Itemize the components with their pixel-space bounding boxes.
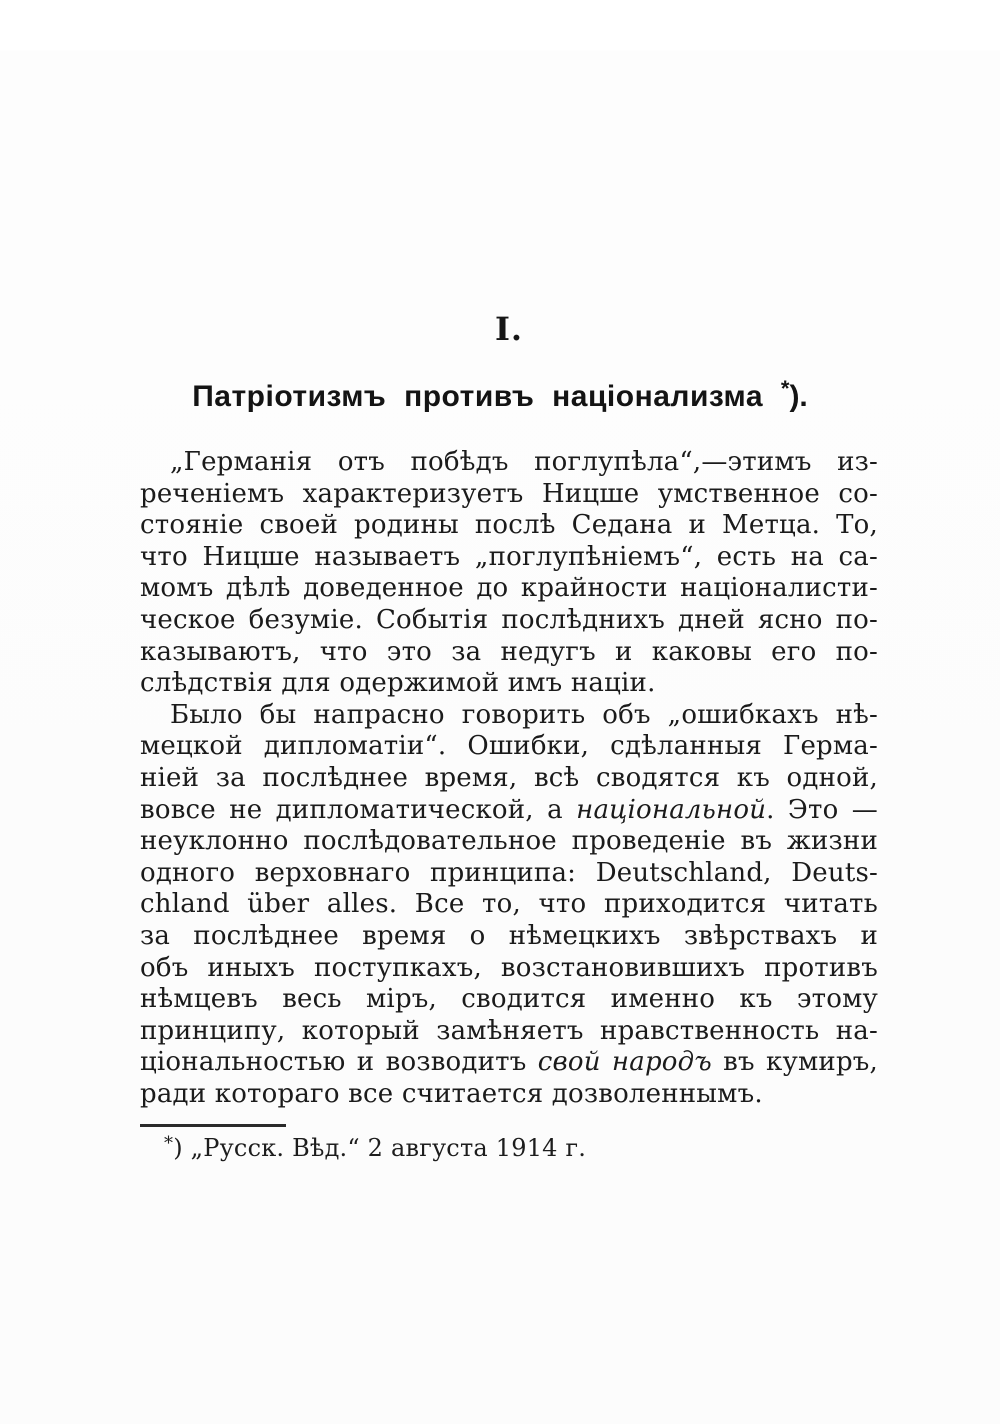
emphasized-text: свой народъ <box>537 1047 712 1078</box>
text-line <box>140 763 878 795</box>
text-run: нѣмцевъ весь міръ, сводится именно къ этому <box>140 984 878 1015</box>
text-line <box>140 605 878 637</box>
body-text <box>140 447 878 1110</box>
text-line <box>140 858 878 890</box>
title-footnote-marker: * <box>780 376 790 401</box>
text-run: одного верховнаго принципа: Deutschland, Deuts- <box>140 857 878 888</box>
text-line <box>140 795 878 827</box>
footnote-marker: * <box>164 1133 174 1154</box>
footnote-marker-rest: ) <box>173 1134 183 1162</box>
text-line <box>140 479 878 511</box>
text-line <box>140 1079 878 1111</box>
section-number: I. <box>494 310 524 348</box>
text-line <box>140 731 878 763</box>
emphasized-text: національной <box>576 794 767 825</box>
text-run: . Это — <box>766 794 878 825</box>
text-line <box>140 447 878 479</box>
text-line <box>140 826 878 858</box>
text-run: за послѣднее время о нѣмецкихъ звѣрствахъ и <box>140 920 878 951</box>
text-run: принципу, который замѣняетъ нравственность на- <box>140 1015 878 1046</box>
text-run: неуклонно послѣдовательное проведеніе въ жизни <box>140 826 878 857</box>
text-line <box>140 921 878 953</box>
text-run: ніей за послѣднее время, всѣ сводятся къ одной, <box>140 762 878 793</box>
text-run: казываютъ, что это за недугъ и каковы его по- <box>140 636 878 667</box>
text-run: реченіемъ характеризуетъ Ницше умственное со- <box>140 478 878 509</box>
text-line <box>140 637 878 669</box>
text-line <box>140 1016 878 1048</box>
text-run: chland über alles. Все то, что приходится читать <box>140 889 878 920</box>
text-run: ради котораго все считается дозволеннымъ. <box>140 1078 763 1109</box>
text-line <box>140 953 878 985</box>
text-run: слѣдствія для одержимой имъ націи. <box>140 668 656 699</box>
text-line <box>140 1047 878 1079</box>
text-run: момъ дѣлѣ доведенное до крайности націоналисти- <box>140 573 878 604</box>
text-run: что Ницше называетъ „поглупѣніемъ“, есть на са- <box>140 541 878 572</box>
text-line <box>140 542 878 574</box>
text-run: стояніе своей родины послѣ Седана и Метца. То, <box>140 510 878 541</box>
text-run: мецкой дипломатіи“. Ошибки, сдѣланныя Герма- <box>140 731 878 762</box>
text-run: вовсе не дипломатической, а <box>140 794 577 825</box>
text-run: ціональностью и возводитъ <box>140 1047 538 1078</box>
text-line <box>140 889 878 921</box>
chapter-title <box>131 376 869 414</box>
footnote <box>140 1133 878 1162</box>
text-line <box>140 700 878 732</box>
text-line <box>140 984 878 1016</box>
text-run: „Германія отъ побѣдъ поглупѣла“,—этимъ из- <box>170 447 878 477</box>
text-run: ческое безуміе. Событія послѣднихъ дней ясно по- <box>140 604 878 635</box>
text-run: объ иныхъ поступкахъ, возстановившихъ противъ <box>140 952 878 983</box>
text-run: Было бы напрасно говорить объ „ошибкахъ нѣ- <box>170 699 878 730</box>
title-footnote-marker-rest: ). <box>789 380 808 413</box>
text-line <box>140 510 878 542</box>
text-run: въ кумиръ, <box>711 1047 878 1078</box>
text-line <box>140 573 878 605</box>
text-line <box>140 668 878 700</box>
footnote-separator <box>140 1124 286 1127</box>
chapter-title-text: Патріотизмъ противъ націонализма <box>192 380 764 413</box>
footnote-text: „Русск. Вѣд.“ 2 августа 1914 г. <box>190 1134 587 1162</box>
